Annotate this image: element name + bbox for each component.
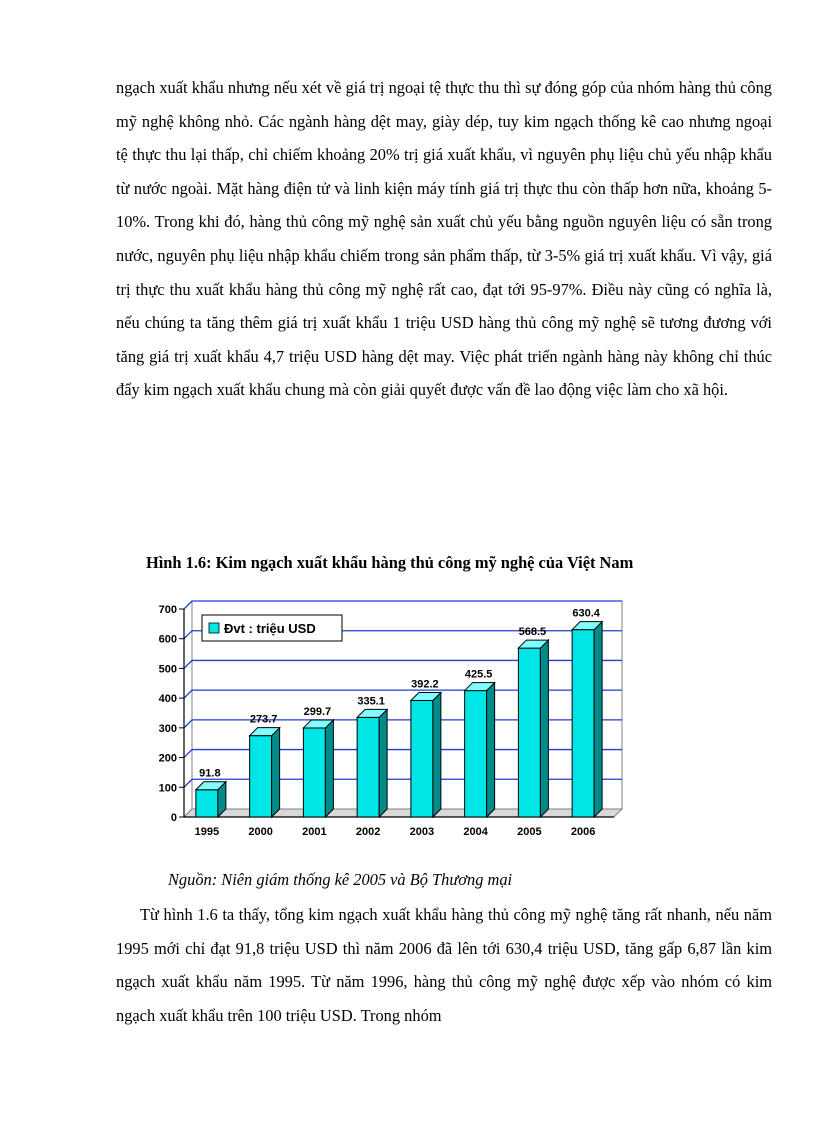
value-label: 425.5 — [464, 668, 493, 681]
chart-legend — [202, 615, 342, 641]
x-tick-label: 2000 — [248, 826, 273, 838]
legend-label: Đvt : triệu USD — [224, 621, 316, 636]
value-label: 568.5 — [518, 626, 547, 639]
bar-2000 — [248, 714, 279, 838]
bar-2006 — [571, 608, 602, 838]
bar-side — [325, 720, 333, 817]
bar-face — [357, 717, 379, 817]
figure-source: Nguồn: Niên giám thống kê 2005 và Bộ Thương mại — [168, 870, 513, 889]
legend-swatch — [209, 623, 219, 633]
x-tick-label: 2006 — [570, 826, 596, 838]
bar-face — [196, 790, 218, 817]
bar-face — [465, 691, 487, 817]
bar-side — [594, 622, 602, 817]
bar-side — [272, 728, 280, 817]
x-tick-label: 1995 — [194, 826, 220, 838]
y-tick-label: 700 — [158, 604, 177, 616]
x-tick-label: 2003 — [409, 826, 435, 838]
bar-face — [411, 700, 433, 817]
gridline — [184, 601, 622, 609]
bar-side — [433, 692, 441, 817]
y-tick-label: 200 — [158, 752, 177, 765]
bar-side — [379, 709, 387, 817]
value-label: 335.1 — [357, 695, 385, 708]
value-label: 630.4 — [572, 607, 600, 620]
bar-face — [250, 736, 272, 817]
figure-caption: Hình 1.6: Kim ngạch xuất khẩu hàng thủ công mỹ nghệ của Việt Nam — [146, 553, 634, 572]
bar-1995 — [195, 768, 226, 838]
value-label: 392.2 — [411, 678, 439, 691]
bar-chart — [140, 600, 640, 850]
gridline — [184, 690, 622, 698]
x-tick-label: 2001 — [302, 826, 327, 838]
x-tick-label: 2005 — [517, 826, 542, 838]
bar-2004 — [463, 669, 494, 838]
x-tick-label: 2002 — [355, 826, 381, 838]
x-tick-label: 2004 — [463, 826, 488, 838]
bar-2005 — [517, 626, 548, 838]
bars — [195, 608, 602, 838]
y-tick-label: 0 — [170, 812, 177, 824]
gridline — [184, 660, 622, 668]
y-tick-label: 100 — [158, 782, 177, 795]
y-tick-label: 300 — [158, 722, 177, 735]
bar-face — [518, 648, 540, 817]
value-label: 273.7 — [249, 713, 278, 726]
bar-2003 — [410, 678, 441, 838]
y-tick-label: 500 — [158, 663, 177, 676]
body-paragraph-top: ngạch xuất khẩu nhưng nếu xét về giá trị ngoại tệ thực thu thì sự đóng góp của nhóm hàng thủ công mỹ nghệ không nhỏ. Các ngành hàng dệt may, giày dép, tuy kim ngạch thống kê cao nhưng ngoại tệ thực thu lại thấp, chỉ chiếm khoảng 20% trị giá xuất khẩu, vì nguyên phụ liệu chủ yếu nhập khẩu từ nước ngoài. Mặt hàng điện tử và linh kiện máy tính giá trị thực thu còn thấp hơn nữa, khoảng 5-10%. Trong khi đó, hàng thủ công mỹ nghệ sản xuất chủ yếu bằng nguồn nguyên liệu có sẵn trong nước, nguyên phụ liệu nhập khẩu chiếm trong sản phẩm thấp, từ 3-5% giá trị xuất khẩu. Vì vậy, giá trị thực thu xuất khẩu hàng thủ công mỹ nghệ rất cao, đạt tới 95-97%. Điều này cũng có nghĩa là, nếu chúng ta tăng thêm giá trị xuất khẩu 1 triệu USD hàng thủ công mỹ nghệ sẽ tương đương với tăng giá trị xuất khẩu 4,7 triệu USD hàng dệt may. Việc phát triển ngành hàng này không chỉ thúc đẩy kim ngạch xuất khẩu chung mà còn giải quyết được vấn đề lao động việc làm cho xã hội. — [116, 78, 772, 400]
bar-side — [540, 640, 548, 817]
bar-face — [572, 630, 594, 817]
value-label: 91.8 — [199, 767, 221, 780]
value-label: 299.7 — [303, 705, 332, 718]
y-tick-label: 600 — [158, 633, 177, 646]
bar-face — [303, 728, 325, 817]
bar-2001 — [302, 706, 333, 838]
body-paragraph-bottom: Từ hình 1.6 ta thấy, tổng kim ngạch xuất khẩu hàng thủ công mỹ nghệ tăng rất nhanh, nếu năm 1995 mới chỉ đạt 91,8 triệu USD thì năm 2006 đã lên tới 630,4 triệu USD, tăng gấp 6,87 lần kim ngạch xuất khẩu năm 1995. Từ năm 1996, hàng thủ công mỹ nghệ được xếp vào nhóm có kim ngạch xuất khẩu trên 100 triệu USD. Trong nhóm — [116, 905, 772, 1025]
y-tick-label: 400 — [158, 693, 177, 706]
bar-side — [487, 683, 495, 817]
